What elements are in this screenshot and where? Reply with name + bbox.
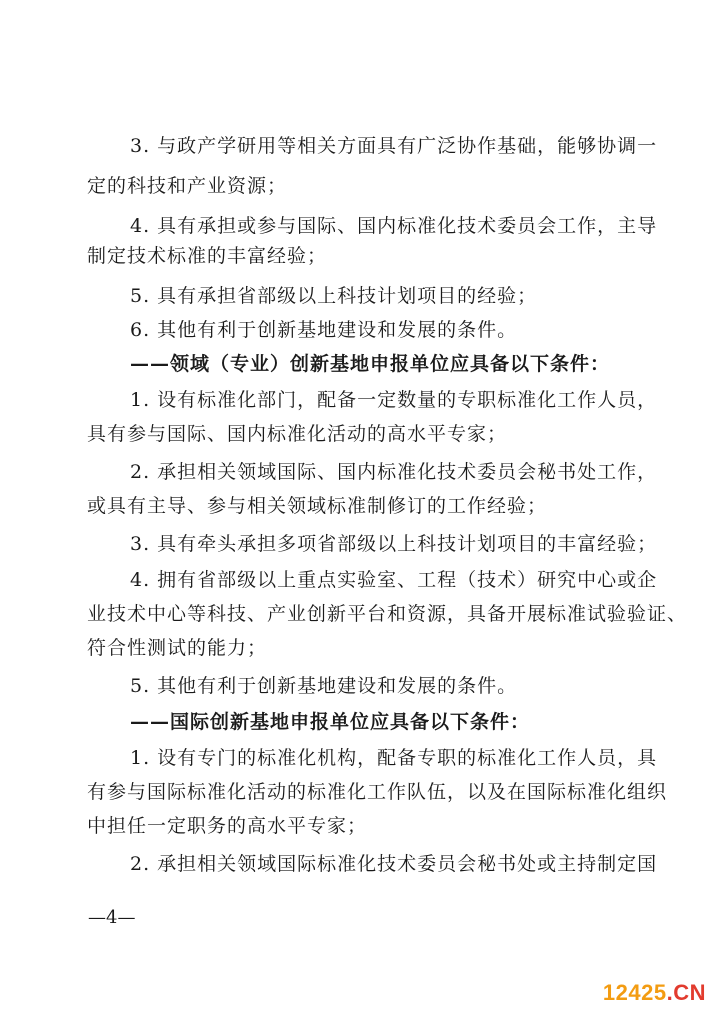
text-line: 有参与国际标准化活动的标准化工作队伍，以及在国际标准化组织 bbox=[87, 781, 668, 803]
section-heading: ——领域（专业）创新基地申报单位应具备以下条件： bbox=[130, 353, 611, 375]
text-line: 1. 设有专门的标准化机构，配备专职的标准化工作人员，具 bbox=[130, 747, 658, 769]
watermark-logo bbox=[603, 980, 706, 1006]
text-line: 1. 设有标准化部门，配备一定数量的专职标准化工作人员， bbox=[130, 389, 658, 411]
text-line: 2. 承担相关领域国际、国内标准化技术委员会秘书处工作， bbox=[130, 461, 658, 483]
watermark-digits: 12425 bbox=[602, 980, 667, 1005]
section-heading: ——国际创新基地申报单位应具备以下条件： bbox=[130, 711, 531, 733]
text-line: 3. 与政产学研用等相关方面具有广泛协作基础，能够协调一 bbox=[130, 135, 658, 157]
text-line: 中担任一定职务的高水平专家； bbox=[87, 815, 368, 837]
text-line: 2. 承担相关领域国际标准化技术委员会秘书处或主持制定国 bbox=[130, 853, 658, 875]
text-line: 定的科技和产业资源； bbox=[87, 175, 288, 197]
page-number: —4— bbox=[88, 907, 136, 928]
text-line: 具有参与国际、国内标准化活动的高水平专家； bbox=[87, 423, 508, 445]
watermark-suffix: .CN bbox=[666, 980, 706, 1005]
text-line: 6. 其他有利于创新基地建设和发展的条件。 bbox=[130, 319, 518, 341]
text-line: 4. 具有承担或参与国际、国内标准化技术委员会工作，主导 bbox=[130, 215, 658, 237]
text-line: 符合性测试的能力； bbox=[87, 637, 268, 659]
text-line: 业技术中心等科技、产业创新平台和资源，具备开展标准试验验证、 bbox=[87, 603, 688, 625]
text-line: 5. 具有承担省部级以上科技计划项目的经验； bbox=[130, 285, 538, 307]
text-line: 4. 拥有省部级以上重点实验室、工程（技术）研究中心或企 bbox=[130, 569, 658, 591]
text-line: 制定技术标准的丰富经验； bbox=[87, 245, 328, 267]
text-line: 或具有主导、参与相关领域标准制修订的工作经验； bbox=[87, 495, 548, 517]
text-line: 3. 具有牵头承担多项省部级以上科技计划项目的丰富经验； bbox=[130, 533, 658, 555]
text-line: 5. 其他有利于创新基地建设和发展的条件。 bbox=[130, 675, 518, 697]
